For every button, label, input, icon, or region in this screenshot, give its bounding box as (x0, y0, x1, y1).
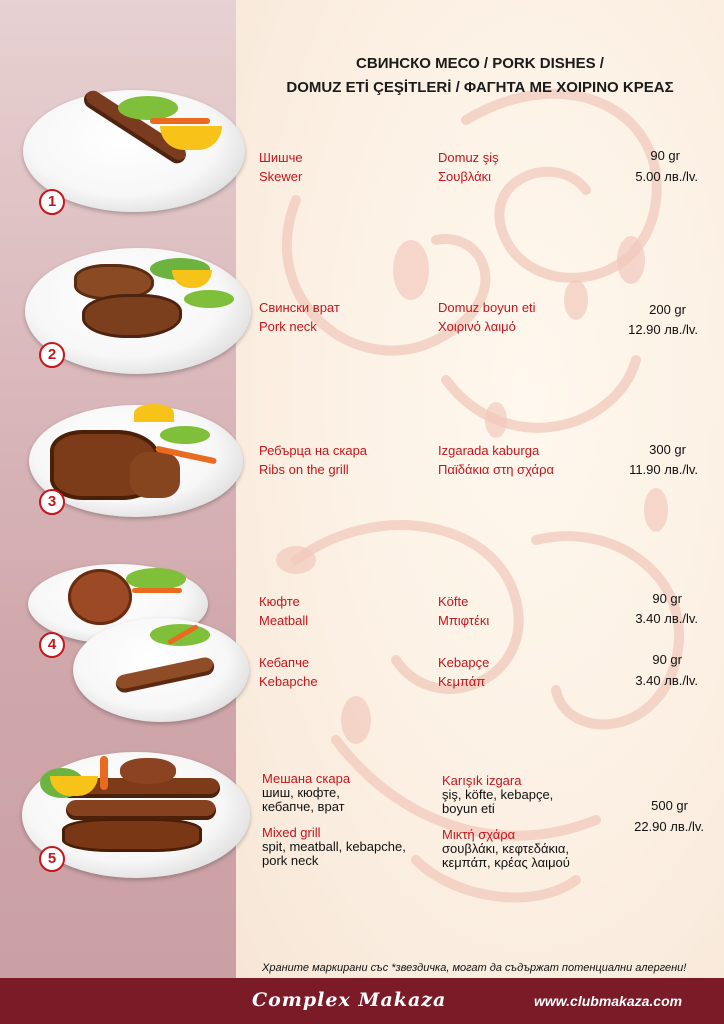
dish-desc-tr-1: şiş, köfte, kebapçe, (442, 787, 554, 802)
dish-desc-en-2: pork neck (262, 853, 319, 868)
dish-name-gr: Παϊδάκια στη σχάρα (438, 462, 554, 477)
dish-name-gr: Μπιφτέκι (438, 613, 490, 628)
dish-desc-bg-1: шиш, кюфте, (262, 785, 340, 800)
dish-name-bg: Кюфте (259, 594, 300, 609)
dish-name-tr: Kebapçe (438, 655, 490, 670)
dish-desc-bg-2: кебапче, врат (262, 799, 345, 814)
dish-weight: 90 gr (652, 652, 682, 667)
title-line-1: СВИНСКО МЕСО / PORK DISHES / (356, 55, 604, 72)
dish-number-badge: 3 (39, 489, 65, 515)
dish-weight: 90 gr (652, 591, 682, 606)
dish-name-gr: Κεμπάπ (438, 674, 486, 689)
website-link[interactable]: www.clubmakaza.com (534, 993, 683, 1009)
dish-name-gr: Σουβλάκι (438, 169, 492, 184)
dish-desc-tr-2: boyun eti (442, 801, 495, 816)
dish-number-badge: 4 (39, 632, 65, 658)
dish-name-bg: Шишче (259, 150, 303, 165)
dish-name-tr: Köfte (438, 594, 469, 609)
dish-price: 11.90 лв./lv. (629, 462, 698, 477)
dish-name-en: Skewer (259, 169, 303, 184)
dish-price: 5.00 лв./lv. (635, 169, 698, 184)
dish-name-bg: Свински врат (259, 300, 340, 315)
page-title (250, 52, 710, 100)
dish-number-badge: 2 (39, 342, 65, 368)
dish-desc-gr-2: κεμπάπ, κρέας λαιμού (442, 855, 570, 870)
dish-price: 12.90 лв./lv. (628, 322, 698, 337)
dish-number-badge: 5 (39, 846, 65, 872)
dish-name-en: Kebapche (259, 674, 318, 689)
dish-number-badge: 1 (39, 189, 65, 215)
dish-name-en: Mixed grill (262, 825, 321, 840)
dish-name-tr: Izgarada kaburga (438, 443, 540, 458)
title-line-2: DOMUZ ETİ ÇEŞİTLERİ / ΦΑΓΗΤΑ ΜΕ ΧΟΙΡΙΝΟ ΚΡΕΑΣ (286, 79, 674, 96)
dish-price: 3.40 лв./lv. (635, 673, 698, 688)
dish-price: 3.40 лв./lv. (635, 611, 698, 626)
dish-weight: 500 gr (651, 798, 688, 813)
allergen-note: Храните маркирани със *звездичка, могат да съдържат потенциални алергени! (262, 962, 687, 974)
dish-name-bg: Мешана скара (262, 771, 351, 786)
dish-name-gr: Χοιρινό λαιμό (438, 319, 516, 334)
dish-desc-en-1: spit, meatball, kebapche, (262, 839, 406, 854)
dish-name-tr: Karışık izgara (442, 773, 522, 788)
dish-name-en: Meatball (259, 613, 309, 628)
dish-name-bg: Кебапче (259, 655, 310, 670)
dish-weight: 200 gr (649, 302, 686, 317)
dish-price: 22.90 лв./lv. (634, 819, 704, 834)
dish-weight: 300 gr (649, 442, 686, 457)
brand-logo: Complex Makaza (252, 989, 447, 1011)
dish-name-en: Pork neck (259, 319, 317, 334)
dish-name-bg: Ребърца на скара (259, 443, 368, 458)
dish-name-tr: Domuz boyun eti (438, 300, 536, 315)
dish-weight: 90 gr (650, 148, 680, 163)
dish-name-tr: Domuz şiş (438, 150, 499, 165)
dish-name-en: Ribs on the grill (259, 462, 349, 477)
dish-name-gr: Μικτή σχάρα (442, 827, 516, 842)
dish-desc-gr-1: σουβλάκι, κεφτεδάκια, (442, 841, 570, 856)
